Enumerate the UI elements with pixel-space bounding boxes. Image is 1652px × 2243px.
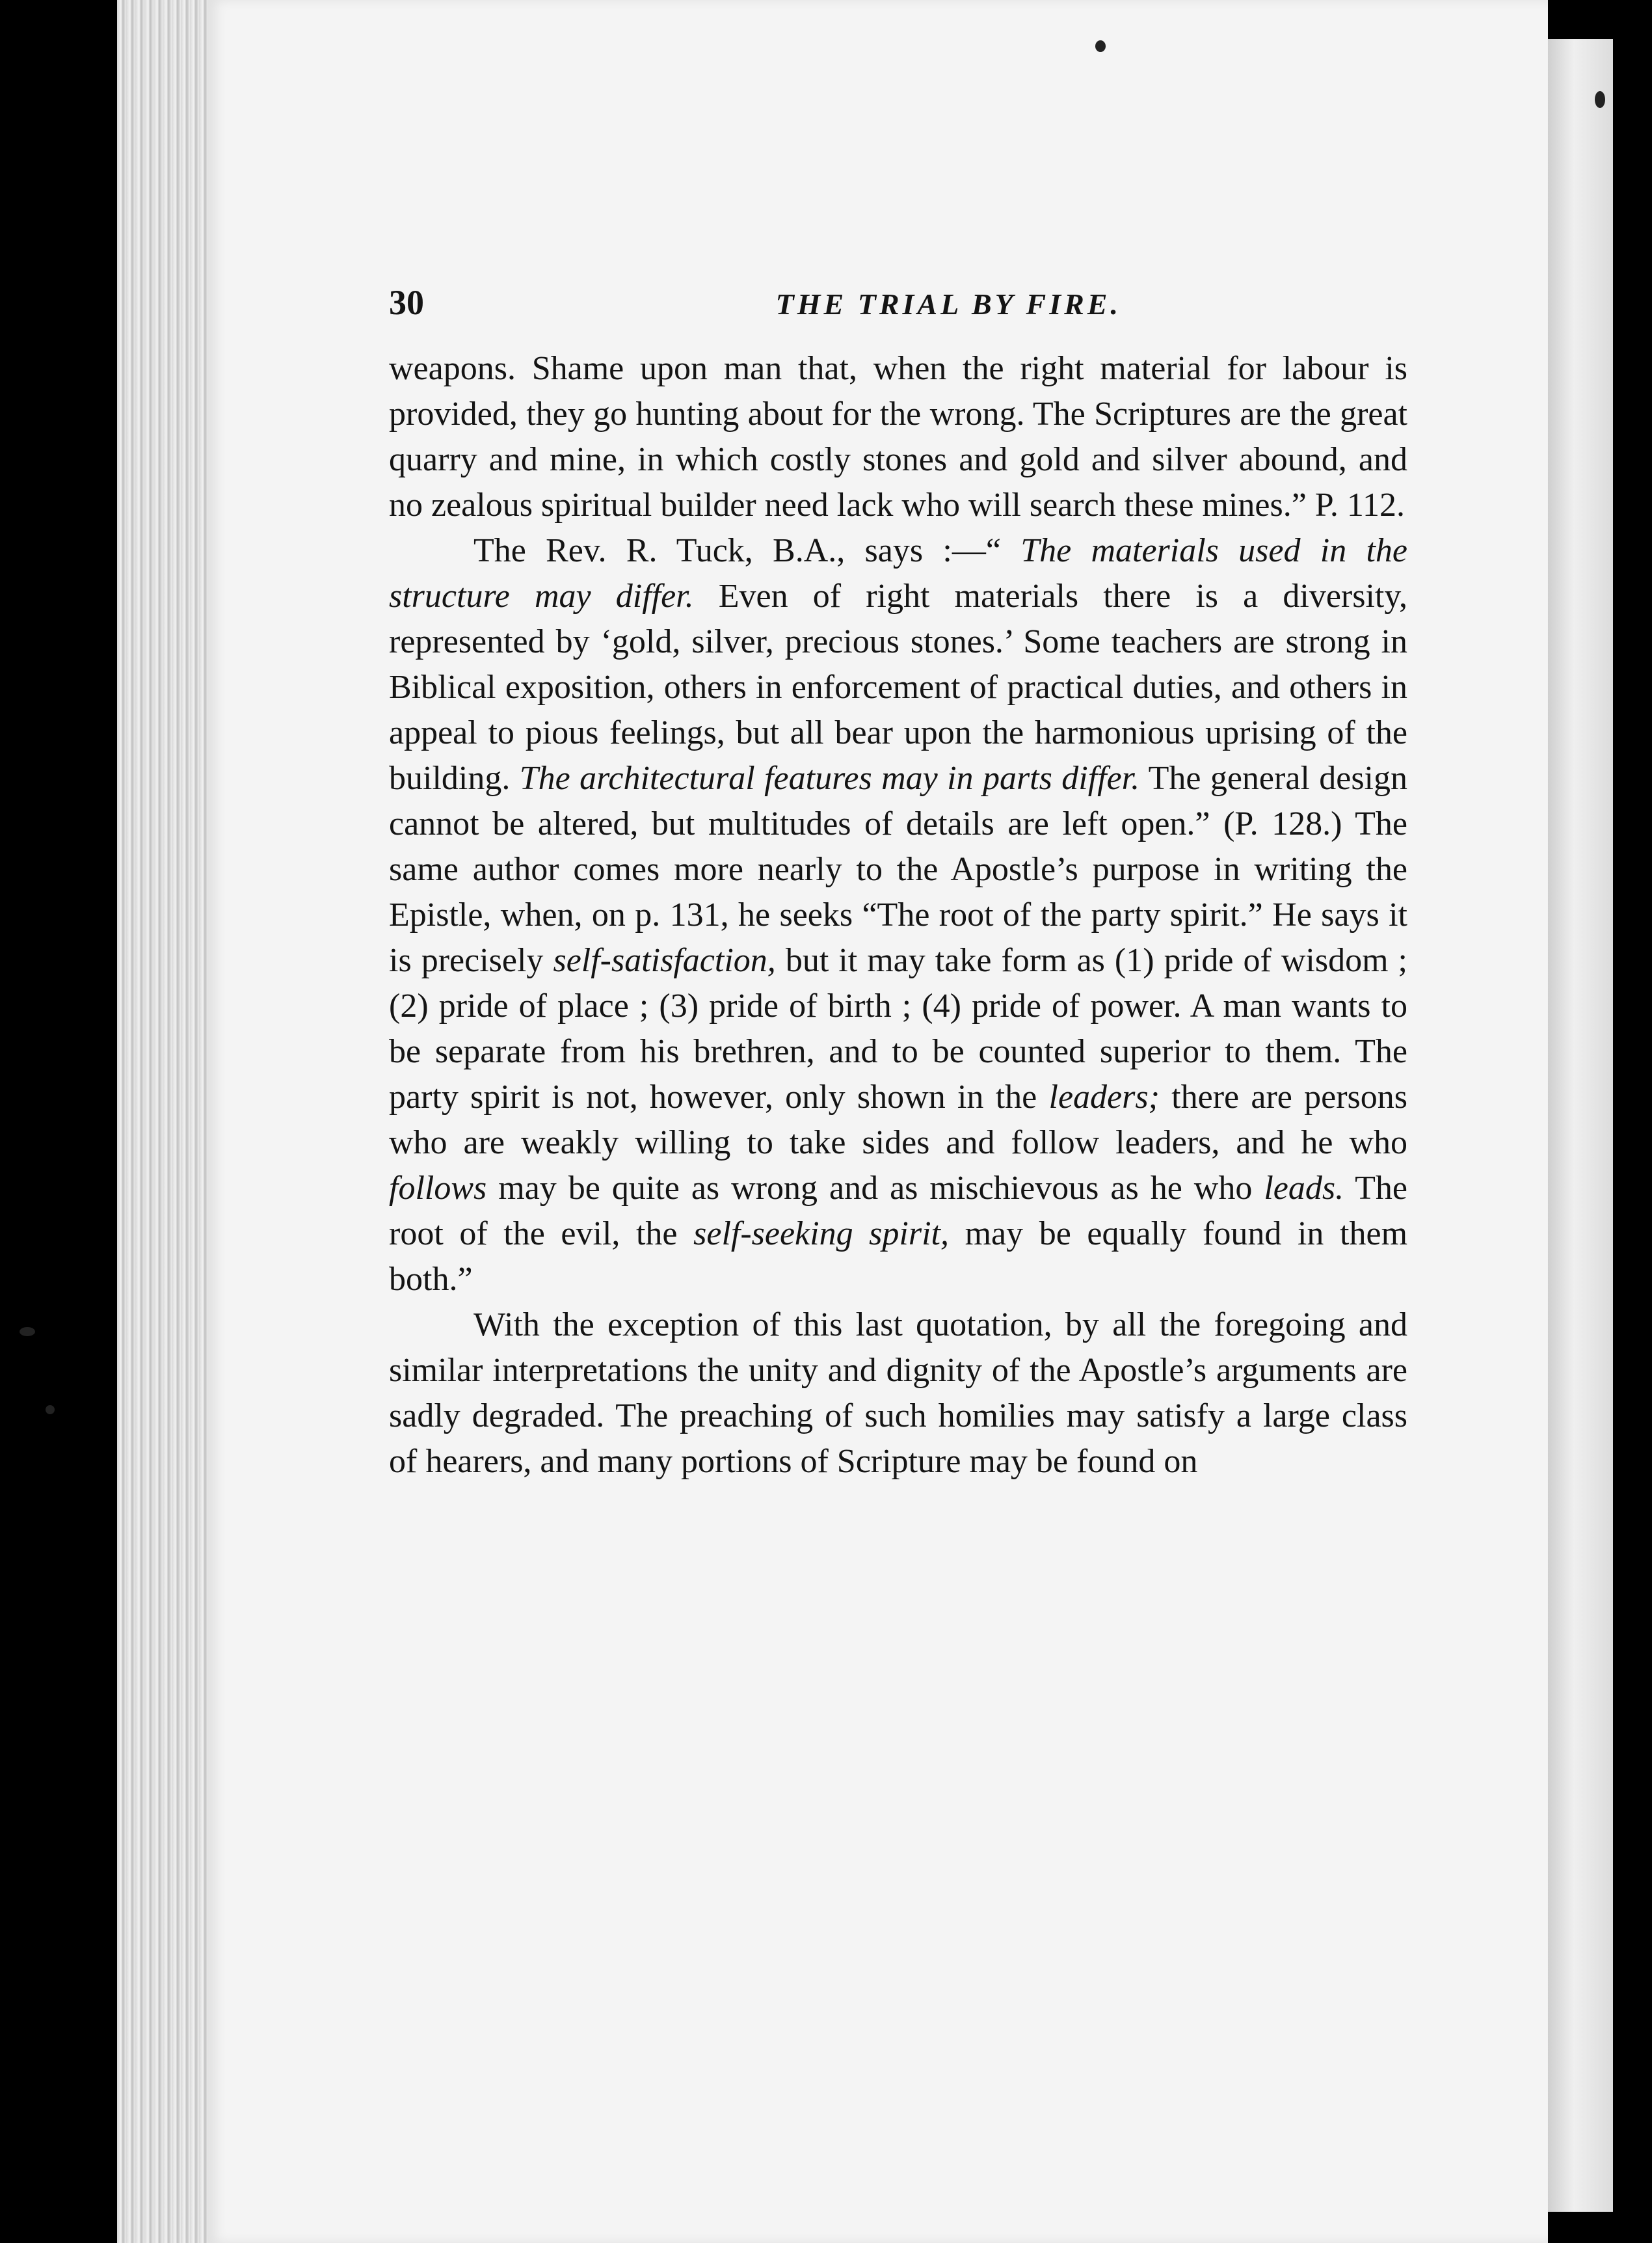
running-head: THE TRIAL BY FIRE.	[775, 288, 1121, 321]
text-run: there are persons who are weakly willing to take sides and follow leaders, and he who	[389, 1079, 1407, 1161]
text-run: The root of the evil, the	[389, 1170, 1407, 1252]
italic-text-run: follows	[389, 1170, 487, 1207]
text-run: The general design cannot be altered, but multitudes of details are left open.” (P. 128.) The same author comes more nearly to the Apostle’s purpose in writing the Epistle, when, on p. 131, he seeks “The root of the party spirit.” He says it is precisely	[389, 760, 1407, 979]
italic-text-run: The architectural features may in parts differ.	[519, 760, 1140, 797]
text-run: weapons. Shame upon man that, when the right material for labour is provided, they go hunting about for the wrong. The Scriptures are the great quarry and mine, in which costly stones and gold and silver abound, and no zealous spiritual builder need lack who will search these mines.” P. 112.	[389, 350, 1407, 524]
italic-text-run: leads.	[1264, 1170, 1344, 1207]
scan-speck	[20, 1327, 35, 1336]
paragraph-3	[389, 1302, 1407, 1484]
page-header	[389, 280, 1407, 338]
paragraph-2	[389, 528, 1407, 1302]
page-number: 30	[389, 283, 424, 322]
scan-speck	[1095, 40, 1106, 52]
italic-text-run: self-seeking spirit,	[693, 1215, 949, 1252]
text-run: With the exception of this last quotation, by all the foregoing and similar interpretations the unity and dignity of the Apostle’s arguments are sadly degraded. The preaching of such homilies may satisfy a large class of hearers, and many portions of Scripture may be found on	[389, 1306, 1407, 1480]
paragraph-1	[389, 346, 1407, 528]
page-text	[389, 280, 1407, 1484]
text-run: The Rev. R. Tuck, B.A., says :—“	[473, 532, 1021, 569]
text-run: but it may take form as (1) pride of wisdom ; (2) pride of place ; (3) pride of birth ; (4) pride of power. A man wants to be separate from his brethren, and to be counted superior to them. The party spirit is not, however, only shown in the	[389, 942, 1408, 1116]
text-run: may be quite as wrong and as mischievous as he who	[486, 1170, 1264, 1207]
scan-speck	[1595, 91, 1605, 108]
page-edges	[117, 0, 215, 2243]
scan-speck	[46, 1405, 55, 1414]
facing-page-edge	[1548, 39, 1613, 2212]
italic-text-run: self-satisfaction,	[553, 942, 776, 979]
italic-text-run: The materials used in the structure may differ.	[389, 532, 1407, 615]
text-run: may be equally found in them both.”	[389, 1215, 1408, 1298]
italic-text-run: leaders;	[1048, 1079, 1160, 1116]
text-run: Even of right materials there is a diversity, represented by ‘gold, silver, precious stones.’ Some teachers are strong in Biblical exposition, others in enforcement of practical duties, and others in appeal to pious feelings, but all bear upon the harmonious uprising of the building.	[389, 578, 1407, 797]
